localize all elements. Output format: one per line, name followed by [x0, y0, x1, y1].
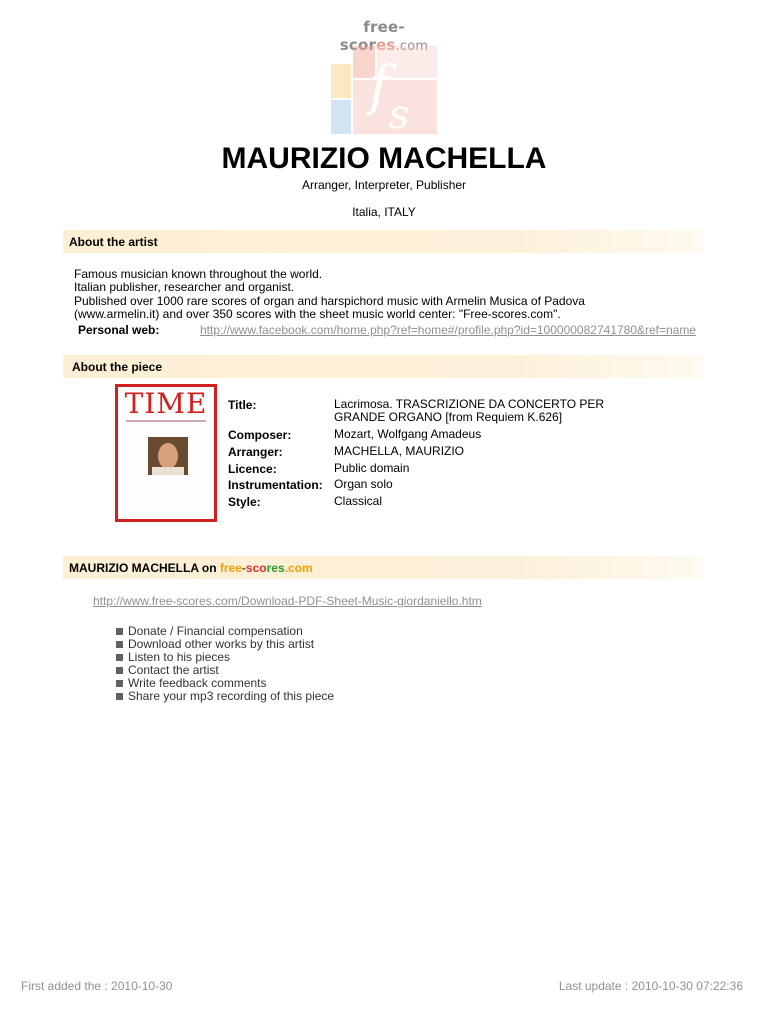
square-bullet-icon — [116, 654, 123, 661]
fs-heading-prefix: MAURIZIO MACHELLA on — [69, 561, 217, 575]
free-scores-logo — [323, 18, 445, 136]
action-label: Download other works by this artist — [128, 637, 315, 651]
section-artist-on-free-scores-title — [69, 561, 313, 575]
artist-biography — [74, 268, 585, 322]
svg-text:f: f — [369, 54, 389, 117]
piece-title-line: GRANDE ORGANO [from Requiem K.626] — [334, 410, 563, 425]
brand-free: free — [219, 561, 242, 575]
arranger-label: Arranger: — [228, 445, 283, 459]
piece-title-label: Title: — [228, 398, 257, 412]
section-about-artist — [63, 230, 703, 253]
composer-value: Mozart, Wolfgang Amadeus — [334, 427, 482, 441]
artist-roles: Arranger, Interpreter, Publisher — [301, 178, 467, 192]
biography-line: (www.armelin.it) and over 350 scores with the sheet music world center: "Free-scores.com". — [74, 307, 561, 322]
biography-line: Famous musician known throughout the world. — [74, 267, 323, 281]
artist-actions-list — [116, 625, 334, 703]
cover-title: TIME — [124, 387, 208, 420]
free-scores-artist-link[interactable]: http://www.free-scores.com/Download-PDF-Sheet-Music-giordaniello.htm — [93, 594, 482, 608]
logo-text-part3: .com — [395, 39, 429, 54]
logo-text-part2: es — [376, 36, 396, 54]
style-label: Style: — [228, 495, 261, 509]
action-label: Write feedback comments — [128, 676, 267, 690]
artist-name: MAURIZIO MACHELLA — [221, 142, 547, 175]
piece-title-value — [334, 398, 604, 425]
arranger-value: MACHELLA, MAURIZIO — [334, 444, 465, 458]
last-update-date: Last update : 2010-10-30 07:22:36 — [558, 979, 743, 993]
artist-photo — [148, 437, 188, 475]
brand-sco: sco — [245, 561, 267, 575]
action-label: Contact the artist — [128, 663, 219, 677]
magazine-cover-image — [115, 384, 217, 522]
artist-face — [158, 443, 178, 469]
biography-line: Italian publisher, researcher and organist. — [74, 280, 295, 295]
section-about-artist-title: About the artist — [69, 235, 158, 249]
square-bullet-icon — [116, 641, 123, 648]
first-added-date: First added the : 2010-10-30 — [21, 979, 173, 993]
artist-shirt — [152, 467, 184, 475]
piece-title-line: Lacrimosa. TRASCRIZIONE DA CONCERTO PER — [334, 397, 605, 411]
svg-text:s: s — [389, 92, 410, 134]
square-bullet-icon — [116, 667, 123, 674]
instrumentation-label: Instrumentation: — [228, 478, 323, 492]
share-mp3-link[interactable] — [116, 690, 334, 703]
brand-dash: - — [241, 561, 246, 575]
personal-web-label: Personal web: — [78, 323, 160, 337]
biography-line: Published over 1000 rare scores of organ and harspichord music with Armelin Musica of Padova — [74, 293, 585, 308]
artist-country: Italia, ITALY — [352, 205, 416, 219]
licence-value: Public domain — [334, 461, 410, 475]
square-bullet-icon — [116, 680, 123, 687]
section-about-piece-title: About the piece — [72, 360, 163, 374]
instrumentation-value: Organ solo — [334, 477, 393, 491]
licence-label: Licence: — [228, 462, 277, 476]
brand-dotcom: .com — [284, 561, 313, 575]
section-about-piece — [63, 355, 703, 378]
brand-res: res — [266, 561, 285, 575]
square-bullet-icon — [116, 628, 123, 635]
fs-logo-icon — [331, 46, 437, 134]
personal-web-link[interactable]: http://www.facebook.com/home.php?ref=home#/profile.php?id=100000082741780&ref=name — [200, 323, 697, 337]
square-bullet-icon — [116, 693, 123, 700]
composer-label: Composer: — [228, 428, 292, 442]
action-label: Donate / Financial compensation — [128, 624, 303, 638]
style-value: Classical — [334, 494, 383, 508]
cover-decoration — [126, 420, 206, 422]
logo-text-part1: free-scor — [339, 18, 405, 54]
action-label: Listen to his pieces — [128, 650, 231, 664]
action-label: Share your mp3 recording of this piece — [128, 689, 335, 703]
fs-heading-brand — [220, 561, 313, 575]
